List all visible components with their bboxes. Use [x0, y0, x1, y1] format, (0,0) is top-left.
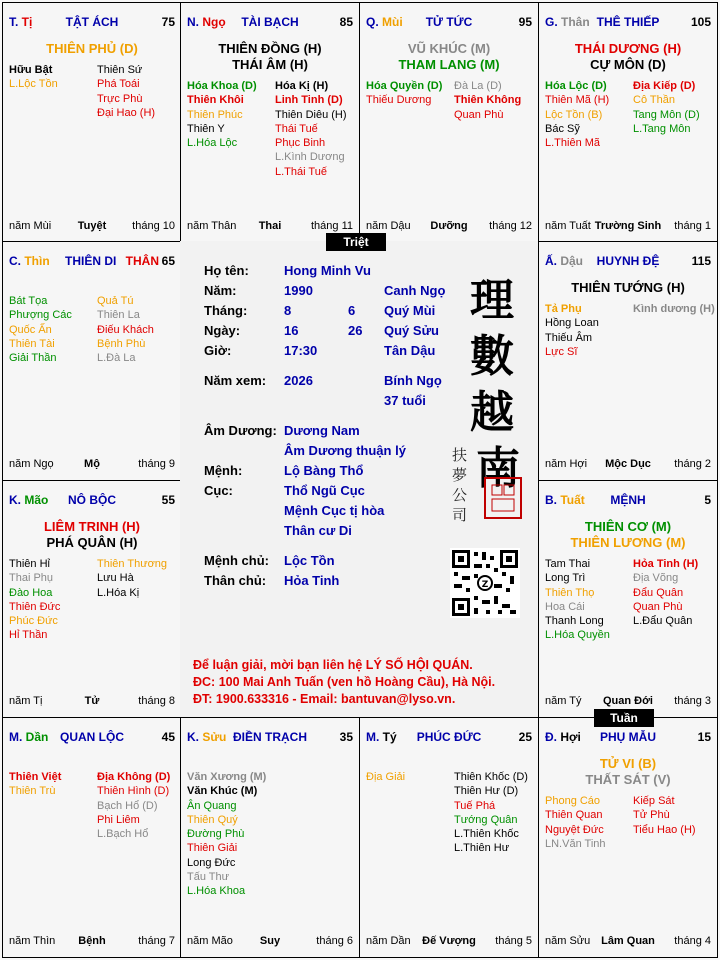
- svg-text:Z: Z: [481, 580, 489, 590]
- palace-month: tháng 1: [674, 220, 711, 232]
- minor-star: Hóa Kị (H): [275, 80, 329, 92]
- minor-stars-left: [9, 63, 58, 92]
- minor-star: Quốc Ấn: [9, 323, 52, 336]
- palace-number: 65: [161, 254, 175, 268]
- palace-year: năm Tị: [9, 695, 43, 707]
- palace-name: QUAN LỘC: [60, 730, 124, 744]
- info-lunar-value: 6: [348, 303, 356, 318]
- minor-star: Hỉ Thần: [9, 629, 48, 642]
- major-star: THAM LANG (M): [398, 57, 500, 72]
- palace-number: 25: [518, 730, 532, 744]
- minor-star: Thiên Tài: [9, 337, 55, 350]
- palace-cell-dau[interactable]: [538, 241, 718, 481]
- palace-name: ĐIỀN TRẠCH: [233, 730, 307, 744]
- minor-star: Long Trì: [545, 572, 586, 585]
- minor-star: Giải Thần: [9, 352, 57, 365]
- palace-year: năm Thân: [187, 220, 237, 232]
- minor-stars-right: [633, 557, 698, 628]
- info-label: Giờ:: [204, 343, 232, 358]
- info-value: 1990: [284, 283, 313, 298]
- palace-number: 45: [161, 730, 175, 744]
- palace-year: năm Dần: [366, 935, 411, 947]
- palace-year: năm Dậu: [366, 220, 411, 232]
- minor-star: Thiên Quan: [545, 809, 603, 822]
- minor-star: Thiên Diêu (H): [275, 108, 347, 121]
- palace-branch: K. Mão: [9, 493, 49, 507]
- minor-star: L.Kình Dương: [275, 151, 345, 164]
- info-value: Dương Nam: [284, 423, 360, 438]
- minor-star: Thiên Phúc: [187, 108, 243, 121]
- minor-star: Thiên Không: [454, 94, 522, 107]
- minor-star: Thiếu Dương: [366, 94, 432, 107]
- minor-star: Lưu Hà: [97, 572, 134, 585]
- minor-star: Thiên Sứ: [97, 64, 143, 76]
- major-star: THIÊN CƠ (M): [584, 519, 672, 534]
- palace-month: tháng 2: [674, 458, 711, 470]
- minor-stars-left: [545, 794, 606, 851]
- palace-branch: B. Tuất: [545, 493, 585, 507]
- info-value: Lộ Bàng Thổ: [284, 463, 364, 478]
- palace-cell-thin[interactable]: [2, 241, 182, 481]
- major-star: TỬ VI (B): [599, 756, 657, 771]
- palace-header: [366, 15, 532, 31]
- minor-star: Phá Toái: [97, 78, 140, 91]
- center-info-panel: [180, 241, 538, 717]
- palace-footer: [187, 220, 353, 234]
- info-value: Thổ Ngũ Cục: [284, 483, 365, 498]
- palace-name: HUYNH ĐỆ: [596, 254, 660, 268]
- minor-star: Phi Liêm: [97, 813, 140, 826]
- palace-name: THIÊN DI: [65, 254, 117, 268]
- info-label: Năm xem:: [204, 373, 267, 388]
- palace-cell-ti[interactable]: [2, 2, 182, 243]
- info-canchi-value: Canh Ngọ: [384, 283, 446, 298]
- palace-footer: [9, 695, 175, 709]
- minor-star: L.Lộc Tồn: [9, 78, 58, 91]
- palace-year: năm Tý: [545, 695, 582, 707]
- minor-star: Tả Phụ: [545, 303, 582, 315]
- info-value: 17:30: [284, 343, 318, 358]
- palace-month: tháng 8: [138, 695, 175, 707]
- minor-star: Phúc Đức: [9, 615, 58, 628]
- palace-header: [545, 15, 711, 31]
- palace-cell-than[interactable]: [538, 2, 718, 243]
- minor-star: Địa Võng: [633, 572, 679, 585]
- palace-header: [545, 730, 711, 746]
- minor-star: Quan Phù: [633, 600, 683, 613]
- minor-star: Kình dương (H): [633, 303, 715, 315]
- minor-star: Phục Binh: [275, 137, 326, 150]
- minor-star: L.Thái Tuế: [275, 165, 327, 178]
- calligraphy-char: 越: [470, 387, 514, 438]
- palace-stage: Đế Vượng: [422, 935, 476, 947]
- minor-star: Bạch Hổ (D): [97, 799, 158, 812]
- info-value: 2026: [284, 373, 313, 388]
- contact-line[interactable]: ĐT: 1900.633316 - Email: bantuvan@lyso.vn.: [193, 692, 456, 706]
- palace-month: tháng 7: [138, 935, 175, 947]
- minor-star: L.Hóa Quyền: [545, 629, 610, 642]
- minor-star: Quả Tú: [97, 295, 134, 307]
- minor-star: Hóa Khoa (D): [187, 80, 257, 92]
- minor-star: L.Hóa Khoa: [187, 885, 246, 898]
- palace-name: TỬ TỨC: [425, 15, 473, 29]
- palace-month: tháng 4: [674, 935, 711, 947]
- palace-footer: [9, 458, 175, 472]
- minor-star: L.Thiên Hư: [454, 842, 510, 855]
- minor-stars-left: [366, 770, 405, 784]
- palace-footer: [9, 220, 175, 234]
- minor-star: Đào Hoa: [9, 586, 53, 599]
- major-star: THIÊN ĐỒNG (H): [218, 41, 322, 56]
- palace-branch: Đ. Hợi: [545, 730, 581, 744]
- minor-star: Thiên Thương: [97, 558, 168, 570]
- minor-star: Địa Giải: [366, 771, 406, 783]
- minor-star: Quan Phù: [454, 108, 504, 121]
- major-star: CỰ MÔN (D): [590, 57, 666, 72]
- palace-header: [9, 493, 175, 509]
- minor-star: L.Tang Môn: [633, 122, 691, 135]
- palace-year: năm Ngọ: [9, 458, 54, 470]
- info-label: Cục:: [204, 483, 233, 498]
- palace-cell-ty[interactable]: [359, 717, 539, 958]
- minor-star: Thiên Thọ: [545, 586, 595, 599]
- info-value: 16: [284, 323, 299, 338]
- info-value: Âm Dương thuận lý: [284, 443, 406, 458]
- minor-star: L.Hóa Lộc: [187, 137, 238, 150]
- major-star: PHÁ QUÂN (H): [46, 535, 138, 550]
- minor-stars-left: [545, 557, 610, 643]
- minor-stars-left: [9, 557, 60, 643]
- palace-name: MỆNH: [610, 493, 646, 507]
- minor-star: Thiên Giải: [187, 842, 238, 855]
- minor-star: Hữu Bật: [9, 64, 53, 76]
- minor-stars-right: [97, 294, 154, 365]
- palace-footer: [366, 220, 532, 234]
- info-canchi-value: Bính Ngọ: [384, 373, 442, 388]
- palace-cell-tuat[interactable]: [538, 480, 718, 718]
- minor-stars-left: [9, 770, 61, 799]
- minor-stars-right: [633, 794, 696, 837]
- palace-branch: M. Tý: [366, 730, 397, 744]
- minor-star: Tiểu Hao (H): [633, 823, 696, 836]
- minor-star: Tử Phù: [633, 809, 670, 822]
- minor-star: Bát Tọa: [9, 295, 48, 307]
- minor-star: Thiên Mã (H): [545, 94, 610, 107]
- palace-month: tháng 5: [495, 935, 532, 947]
- minor-star: Thái Tuế: [275, 122, 318, 135]
- minor-star: L.Bạch Hổ: [97, 828, 149, 841]
- minor-star: Tấu Thư: [187, 871, 230, 884]
- info-label: Mệnh:: [204, 463, 243, 478]
- minor-star: Thiếu Âm: [545, 331, 593, 344]
- palace-stage: Trường Sinh: [594, 220, 662, 232]
- info-value: 8: [284, 303, 292, 318]
- contact-line: ĐC: 100 Mai Anh Tuấn (ven hồ Hoàng Cầu), Hà Nội.: [193, 675, 496, 689]
- seal-side-char: 公: [452, 486, 468, 504]
- calligraphy-char: 南: [476, 443, 520, 494]
- palace-stage: Tử: [84, 695, 100, 707]
- info-label: Ngày:: [204, 323, 241, 338]
- minor-star: Thiên La: [97, 309, 140, 322]
- palace-branch: K. Sửu: [187, 730, 227, 744]
- info-value: Hong Minh Vu: [284, 263, 371, 278]
- palace-cell-suu[interactable]: [180, 717, 360, 958]
- info-canchi-value: Quý Sửu: [384, 323, 439, 338]
- palace-cell-mui[interactable]: [359, 2, 539, 243]
- palace-header: [545, 254, 711, 270]
- minor-stars-right: [97, 63, 155, 120]
- minor-star: Địa Không (D): [97, 771, 171, 783]
- triet-tag: Triệt: [326, 233, 386, 251]
- minor-star: Bác Sỹ: [545, 122, 580, 135]
- palace-year: năm Tuất: [545, 220, 591, 232]
- palace-name: PHỤ MẪU: [600, 730, 656, 744]
- minor-stars-left: [9, 294, 72, 365]
- minor-stars-left: [187, 770, 266, 899]
- seal-side-char: 扶: [452, 446, 468, 464]
- info-label: Âm Dương:: [204, 423, 277, 438]
- minor-stars-left: [545, 302, 599, 359]
- palace-number: 115: [691, 254, 711, 268]
- palace-header: [9, 730, 175, 746]
- minor-stars-right: [97, 557, 167, 600]
- minor-star: Phong Cáo: [545, 795, 601, 807]
- calligraphy-char: 理: [470, 275, 514, 326]
- palace-header: [9, 15, 175, 31]
- palace-name: TÀI BẠCH: [241, 15, 299, 29]
- palace-name: PHÚC ĐỨC: [416, 730, 482, 744]
- info-label: Năm:: [204, 283, 237, 298]
- minor-star: Thiên Y: [187, 122, 225, 135]
- minor-star: Tướng Quân: [454, 813, 518, 826]
- minor-star: Điếu Khách: [97, 323, 154, 336]
- info-canchi-value: Tân Dậu: [384, 343, 436, 358]
- palace-number: 55: [161, 493, 175, 507]
- palace-stage: Mộc Dục: [605, 458, 651, 470]
- palace-header: [9, 254, 175, 270]
- minor-star: Long Đức: [187, 856, 236, 869]
- minor-stars-left: [545, 79, 609, 150]
- minor-stars-right: [275, 79, 347, 179]
- info-canchi-value: Quý Mùi: [384, 303, 436, 318]
- palace-branch: N. Ngọ: [187, 15, 226, 29]
- than-marker: THÂN: [125, 254, 159, 268]
- minor-star: Hỏa Tinh (H): [633, 558, 699, 570]
- palace-month: tháng 11: [310, 220, 353, 232]
- palace-header: [187, 730, 353, 746]
- palace-month: tháng 10: [132, 220, 175, 232]
- palace-branch: G. Thân: [545, 15, 590, 29]
- minor-star: Thanh Long: [545, 615, 604, 628]
- info-label: Tháng:: [204, 303, 248, 318]
- palace-number: 15: [697, 730, 711, 744]
- palace-header: [187, 15, 353, 31]
- seal-side-char: 司: [452, 506, 468, 524]
- info-label: Mệnh chủ:: [204, 553, 269, 568]
- palace-stage: Lâm Quan: [601, 935, 655, 947]
- palace-footer: [545, 458, 711, 472]
- palace-branch: C. Thìn: [9, 254, 50, 268]
- minor-star: Kiếp Sát: [633, 795, 675, 807]
- palace-branch: T. Tị: [9, 15, 33, 29]
- minor-star: L.Đà La: [97, 352, 136, 365]
- palace-year: năm Hợi: [545, 458, 588, 470]
- minor-star: Văn Xương (M): [187, 771, 267, 783]
- minor-star: L.Thiên Khốc: [454, 828, 519, 841]
- palace-footer: [366, 935, 532, 949]
- minor-star: Đại Hao (H): [97, 106, 156, 119]
- palace-footer: [545, 695, 711, 709]
- info-value: Lộc Tồn: [284, 553, 335, 568]
- minor-stars-right: [454, 770, 528, 856]
- palace-name: NÔ BỘC: [68, 493, 116, 507]
- minor-star: Tang Môn (D): [633, 108, 700, 121]
- palace-month: tháng 3: [674, 695, 711, 707]
- minor-star: Địa Kiếp (D): [633, 80, 696, 92]
- palace-month: tháng 9: [138, 458, 175, 470]
- palace-cell-dan[interactable]: [2, 717, 182, 958]
- minor-star: Lộc Tồn (B): [545, 108, 603, 121]
- minor-star: Nguyệt Đức: [545, 823, 604, 836]
- palace-footer: [545, 220, 711, 234]
- palace-number: 85: [339, 15, 353, 29]
- palace-footer: [187, 935, 353, 949]
- minor-stars-right: [454, 79, 521, 122]
- minor-star: Thai Phụ: [9, 572, 54, 585]
- minor-star: Thiên Quý: [187, 813, 238, 826]
- minor-star: Thiên Đức: [9, 600, 61, 613]
- minor-star: Thiên Trù: [9, 785, 56, 798]
- palace-cell-mao[interactable]: [2, 480, 182, 718]
- palace-year: năm Sửu: [545, 935, 591, 947]
- major-star: THÁI DƯƠNG (H): [574, 41, 682, 56]
- minor-star: Lực Sĩ: [545, 345, 578, 358]
- major-star: THẤT SÁT (V): [585, 772, 671, 787]
- minor-stars-right: [633, 79, 700, 136]
- palace-number: 105: [690, 15, 711, 29]
- minor-stars-left: [187, 79, 257, 150]
- minor-star: Bệnh Phù: [97, 337, 146, 350]
- seal-side-char: 夢: [452, 466, 468, 484]
- info-canchi-value: 37 tuổi: [384, 393, 426, 408]
- minor-star: Ân Quang: [187, 799, 237, 812]
- palace-header: [545, 493, 711, 509]
- palace-month: tháng 6: [316, 935, 353, 947]
- palace-stage: Bệnh: [78, 935, 106, 947]
- info-label: Thân chủ:: [204, 573, 267, 588]
- minor-star: L.Hóa Kị: [97, 586, 140, 599]
- palace-year: năm Mùi: [9, 220, 52, 232]
- contact-line: Để luận giải, mời bạn liên hệ LÝ SỐ HỘI QUÁN.: [193, 658, 473, 672]
- palace-branch: Q. Mùi: [366, 15, 403, 29]
- minor-stars-right: [633, 302, 715, 316]
- minor-star: LN.Văn Tinh: [545, 837, 606, 850]
- palace-footer: [9, 935, 175, 949]
- minor-star: Thiên Hỉ: [9, 558, 50, 570]
- tuan-tag: Tuần: [594, 709, 654, 727]
- minor-star: Thiên Khôi: [187, 94, 244, 107]
- minor-star: Thiên Việt: [9, 771, 62, 783]
- minor-star: Đà La (D): [454, 80, 502, 92]
- minor-star: Hóa Quyền (D): [366, 80, 443, 92]
- palace-stage: Thai: [258, 220, 282, 232]
- minor-star: Linh Tinh (D): [275, 94, 343, 107]
- palace-stage: Tuyệt: [77, 220, 107, 232]
- minor-star: Tuế Phá: [454, 799, 496, 812]
- palace-cell-hoi[interactable]: [538, 717, 718, 958]
- minor-star: Hoa Cái: [545, 600, 585, 613]
- seal-stamp: [484, 477, 522, 519]
- minor-star: L.Thiên Mã: [545, 137, 601, 150]
- info-label: Họ tên:: [204, 263, 249, 278]
- palace-footer: [545, 935, 711, 949]
- minor-star: Đường Phù: [187, 828, 245, 841]
- minor-stars-left: [366, 79, 442, 108]
- minor-star: Thiên Hư (D): [454, 785, 519, 798]
- palace-stage: Suy: [259, 935, 281, 947]
- palace-header: [366, 730, 532, 746]
- minor-star: Trực Phù: [97, 92, 143, 105]
- palace-cell-ngo[interactable]: [180, 2, 360, 243]
- minor-star: Văn Khúc (M): [187, 785, 258, 798]
- minor-star: Thiên Hình (D): [97, 785, 170, 798]
- palace-number: 5: [704, 493, 711, 507]
- minor-star: Thiên Khốc (D): [454, 771, 528, 783]
- minor-star: Đẩu Quân: [633, 586, 684, 599]
- major-star: THÁI ÂM (H): [232, 57, 308, 72]
- palace-month: tháng 12: [489, 220, 532, 232]
- qr-code[interactable]: [450, 548, 520, 618]
- major-star: THIÊN PHỦ (D): [46, 41, 138, 56]
- calligraphy-char: 數: [470, 331, 514, 382]
- palace-stage: Dưỡng: [430, 220, 468, 232]
- palace-stage: Mộ: [84, 458, 100, 470]
- minor-star: Hóa Lộc (D): [545, 80, 607, 92]
- minor-star: Tam Thai: [545, 558, 591, 570]
- minor-star: Hồng Loan: [545, 317, 599, 330]
- info-value: Mệnh Cục tị hòa: [284, 503, 385, 518]
- palace-year: năm Thìn: [9, 935, 56, 947]
- palace-branch: M. Dần: [9, 730, 49, 744]
- palace-year: năm Mão: [187, 935, 233, 947]
- palace-name: THÊ THIẾP: [596, 15, 660, 29]
- major-star: LIÊM TRINH (H): [43, 519, 141, 534]
- minor-star: Cô Thần: [633, 94, 675, 107]
- minor-star: Phượng Các: [9, 309, 72, 322]
- palace-number: 95: [518, 15, 532, 29]
- palace-number: 75: [161, 15, 175, 29]
- palace-number: 35: [339, 730, 353, 744]
- major-star: THIÊN TƯỚNG (H): [571, 280, 685, 295]
- palace-name: TẬT ÁCH: [65, 15, 119, 29]
- info-value: Hỏa Tinh: [284, 573, 340, 588]
- info-lunar-value: 26: [348, 323, 363, 338]
- minor-stars-right: [97, 770, 170, 841]
- major-star: THIÊN LƯƠNG (M): [570, 535, 686, 550]
- info-value: Thân cư Di: [284, 523, 352, 538]
- major-star: VŨ KHÚC (M): [407, 41, 491, 56]
- palace-stage: Quan Đới: [603, 695, 653, 707]
- palace-branch: Ấ. Dậu: [545, 254, 584, 268]
- minor-star: L.Đẩu Quân: [633, 615, 693, 628]
